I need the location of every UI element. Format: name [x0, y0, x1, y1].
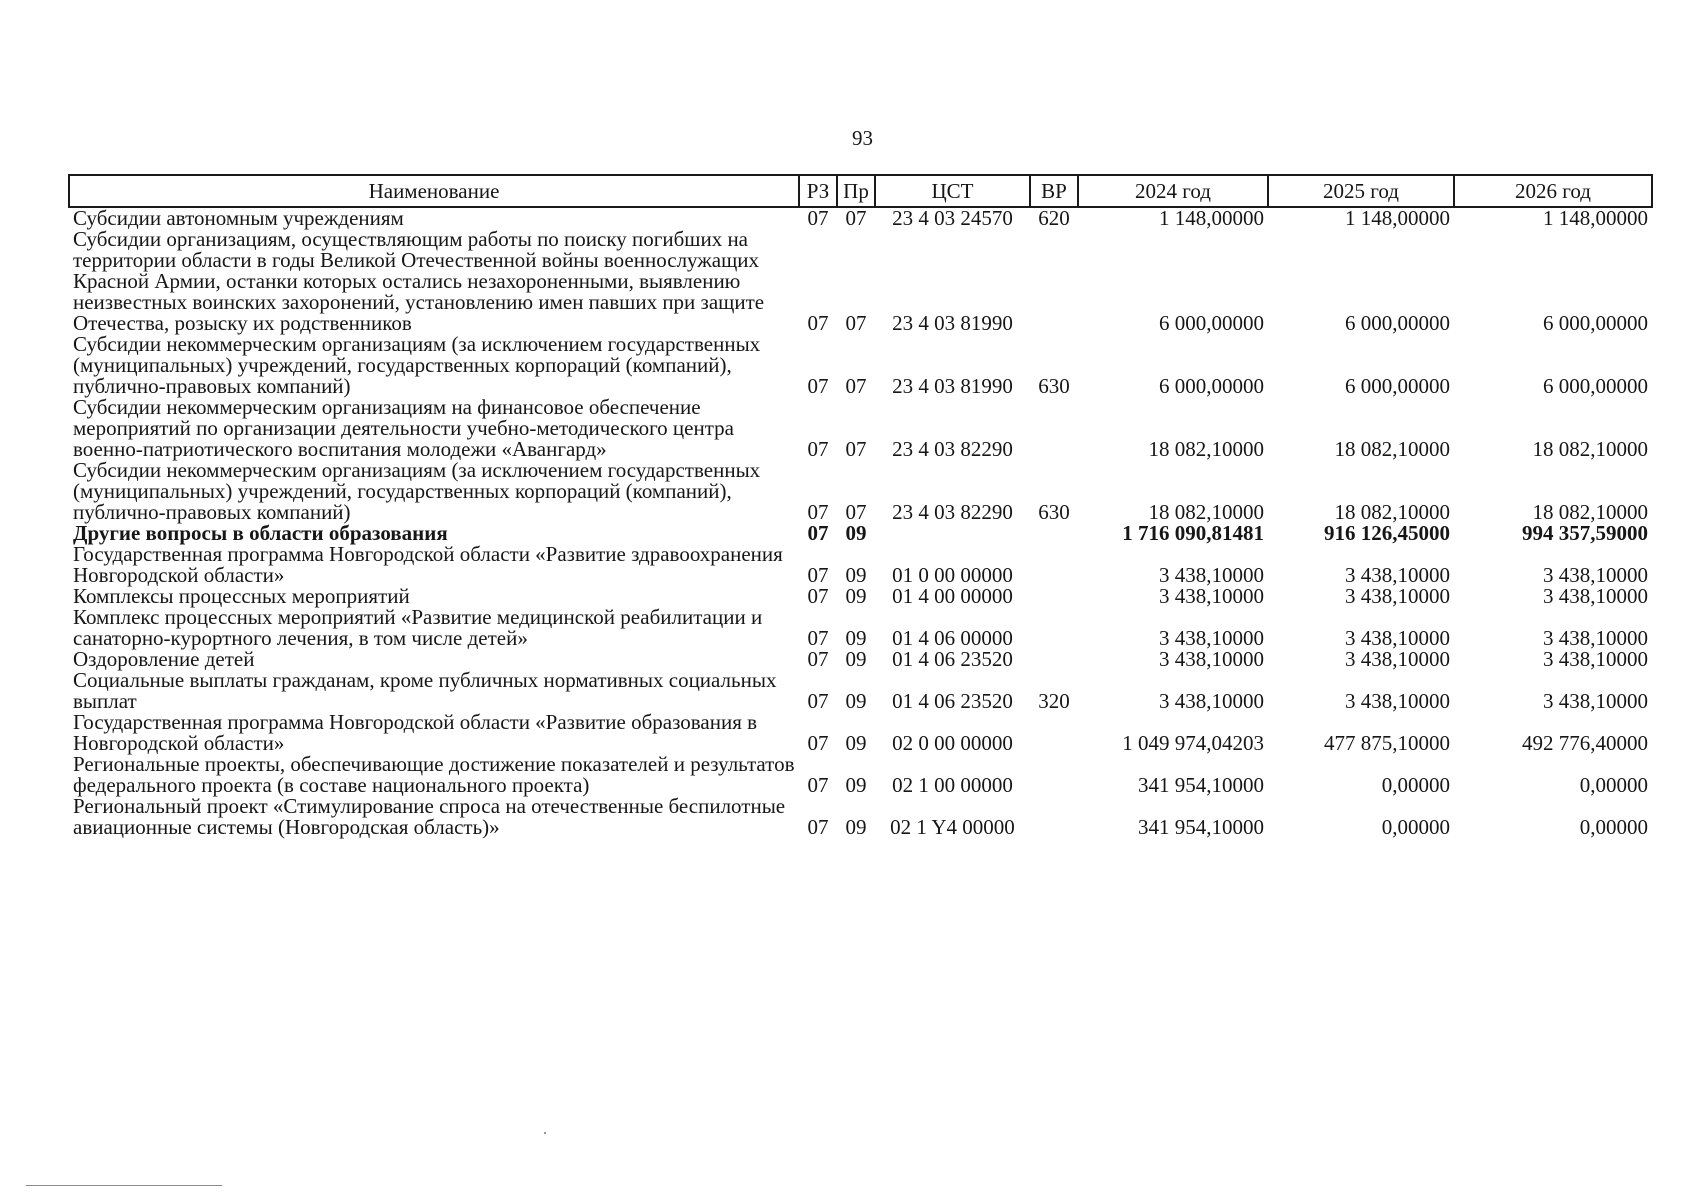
cell-cst	[875, 523, 1030, 544]
cell-name: Субсидии некоммерческим организациям (за исключением государственных (муниципальных) учреждений, государственных корпораций (компаний), публично-правовых компаний)	[73, 332, 761, 398]
cell-2026: 0,00000	[1579, 773, 1648, 797]
cell-pr: 09	[845, 584, 867, 608]
cell-name: Субсидии организациям, осуществляющим работы по поиску погибших на территории области в годы Великой Отечественной войны военнослужащих Красной Армии, останки которых остались незахороненными, выявлению неизвестных воинских захоронений, установлению имен павших при защите Отечества, розыску их родственников	[73, 227, 765, 335]
cell-name: Государственная программа Новгородской области «Развитие здравоохранения Новгородской области»	[73, 542, 783, 587]
page-number: 93	[852, 126, 873, 150]
cell-name: Субсидии некоммерческим организациям на финансовое обеспечение мероприятий по организации деятельности учебно-методического центра военно-патриотического воспитания молодежи «Авангард»	[73, 395, 734, 461]
cell-2024: 6 000,00000	[1159, 311, 1264, 335]
cell-pr: 09	[845, 773, 867, 797]
cell-name: Государственная программа Новгородской области «Развитие образования в Новгородской области»	[73, 710, 758, 755]
cell-pr: 07	[845, 311, 867, 335]
cell-2025: 3 438,10000	[1345, 689, 1450, 713]
cell-2024: 3 438,10000	[1159, 626, 1264, 650]
table-row	[69, 586, 1652, 607]
cell-2026: 3 438,10000	[1543, 563, 1648, 587]
cell-vr	[1030, 607, 1078, 649]
cell-name: Региональные проекты, обеспечивающие достижение показателей и результатов федерального проекта (в составе национального проекта)	[73, 752, 795, 797]
cell-cst: 02 1 00 00000	[892, 773, 1013, 797]
cell-cst: 23 4 03 24570	[892, 206, 1013, 230]
table-row	[69, 397, 1652, 460]
cell-2024: 341 954,10000	[1138, 773, 1264, 797]
cell-rz: 07	[807, 689, 829, 713]
budget-table	[68, 174, 1653, 838]
cell-pr: 07	[845, 374, 867, 398]
cell-2025: 0,00000	[1381, 815, 1450, 839]
cell-name: Комплексы процессных мероприятий	[73, 584, 410, 608]
cell-pr: 09	[845, 647, 867, 671]
cell-rz: 07	[807, 500, 829, 524]
cell-cst: 23 4 03 81990	[892, 311, 1013, 335]
cell-2026: 492 776,40000	[1522, 731, 1648, 755]
cell-name: Субсидии некоммерческим организациям (за исключением государственных (муниципальных) учреждений, государственных корпораций (компаний), публично-правовых компаний)	[73, 458, 761, 524]
table-row	[69, 754, 1652, 796]
header-cst: ЦСТ	[875, 175, 1030, 207]
cell-name: Другие вопросы в области образования	[73, 521, 448, 545]
table-row	[69, 229, 1652, 334]
cell-2024: 1 716 090,81481	[1122, 521, 1264, 545]
cell-name: Комплекс процессных мероприятий «Развитие медицинской реабилитации и санаторно-курортного лечения, в том числе детей»	[73, 605, 763, 650]
cell-cst: 23 4 03 81990	[892, 374, 1013, 398]
cell-2025: 3 438,10000	[1345, 647, 1450, 671]
table-header-row	[69, 175, 1652, 207]
cell-2026: 18 082,10000	[1532, 437, 1648, 461]
cell-name: Субсидии автономным учреждениям	[73, 206, 404, 230]
cell-rz: 07	[807, 521, 829, 545]
cell-name: Оздоровление детей	[73, 647, 255, 671]
cell-2025: 0,00000	[1381, 773, 1450, 797]
cell-pr: 09	[845, 815, 867, 839]
cell-pr: 09	[845, 563, 867, 587]
cell-cst: 23 4 03 82290	[892, 437, 1013, 461]
cell-vr	[1030, 754, 1078, 796]
table-row	[69, 544, 1652, 586]
cell-2026: 6 000,00000	[1543, 311, 1648, 335]
cell-2025: 3 438,10000	[1345, 584, 1450, 608]
cell-2026: 3 438,10000	[1543, 689, 1648, 713]
cell-2026: 1 148,00000	[1543, 206, 1648, 230]
table-row	[69, 796, 1652, 838]
cell-2024: 6 000,00000	[1159, 374, 1264, 398]
cell-pr: 07	[845, 500, 867, 524]
table-row	[69, 670, 1652, 712]
cell-rz: 07	[807, 311, 829, 335]
scan-line	[26, 1185, 222, 1186]
cell-2024: 3 438,10000	[1159, 689, 1264, 713]
table-row	[69, 523, 1652, 544]
cell-rz: 07	[807, 626, 829, 650]
cell-cst: 01 4 06 23520	[892, 647, 1013, 671]
table-row	[69, 712, 1652, 754]
cell-2025: 477 875,10000	[1324, 731, 1450, 755]
cell-2026: 3 438,10000	[1543, 626, 1648, 650]
cell-pr: 07	[845, 437, 867, 461]
cell-rz: 07	[807, 773, 829, 797]
cell-pr: 09	[845, 626, 867, 650]
cell-2025: 18 082,10000	[1334, 437, 1450, 461]
cell-2025: 3 438,10000	[1345, 563, 1450, 587]
cell-cst: 01 0 00 00000	[892, 563, 1013, 587]
cell-name: Социальные выплаты гражданам, кроме публичных нормативных социальных выплат	[73, 668, 777, 713]
cell-rz: 07	[807, 374, 829, 398]
cell-vr: 630	[1038, 500, 1070, 524]
cell-vr: 620	[1038, 206, 1070, 230]
cell-2025: 6 000,00000	[1345, 311, 1450, 335]
cell-cst: 23 4 03 82290	[892, 500, 1013, 524]
cell-2024: 3 438,10000	[1159, 584, 1264, 608]
cell-vr	[1030, 523, 1078, 544]
cell-vr	[1030, 544, 1078, 586]
cell-pr: 09	[845, 689, 867, 713]
cell-vr: 320	[1038, 689, 1070, 713]
cell-2025: 3 438,10000	[1345, 626, 1450, 650]
cell-rz: 07	[807, 647, 829, 671]
cell-vr	[1030, 229, 1078, 334]
cell-2025: 916 126,45000	[1324, 521, 1450, 545]
cell-2026: 0,00000	[1579, 815, 1648, 839]
cell-2025: 18 082,10000	[1334, 500, 1450, 524]
cell-vr	[1030, 586, 1078, 607]
cell-pr: 09	[845, 521, 867, 545]
cell-pr: 09	[845, 731, 867, 755]
cell-rz: 07	[807, 437, 829, 461]
cell-pr: 07	[845, 206, 867, 230]
cell-vr	[1030, 649, 1078, 670]
header-name: Наименование	[69, 175, 799, 207]
cell-rz: 07	[807, 206, 829, 230]
cell-2024: 3 438,10000	[1159, 563, 1264, 587]
table-row	[69, 607, 1652, 649]
cell-vr	[1030, 712, 1078, 754]
cell-2024: 1 148,00000	[1159, 206, 1264, 230]
cell-rz: 07	[807, 815, 829, 839]
cell-rz: 07	[807, 731, 829, 755]
cell-cst: 01 4 00 00000	[892, 584, 1013, 608]
cell-2024: 18 082,10000	[1148, 437, 1264, 461]
table-row	[69, 334, 1652, 397]
cell-2026: 18 082,10000	[1532, 500, 1648, 524]
header-vr: ВР	[1030, 175, 1078, 207]
header-rz: РЗ	[799, 175, 837, 207]
scan-speck	[544, 1132, 546, 1134]
table-row	[69, 649, 1652, 670]
cell-2025: 1 148,00000	[1345, 206, 1450, 230]
header-2024: 2024 год	[1078, 175, 1268, 207]
cell-2024: 1 049 974,04203	[1122, 731, 1264, 755]
cell-2026: 3 438,10000	[1543, 584, 1648, 608]
table-body	[69, 207, 1652, 838]
table-row	[69, 460, 1652, 523]
cell-cst: 02 1 Y4 00000	[890, 815, 1015, 839]
cell-vr	[1030, 796, 1078, 838]
cell-2024: 3 438,10000	[1159, 647, 1264, 671]
cell-cst: 01 4 06 00000	[892, 626, 1013, 650]
cell-2026: 3 438,10000	[1543, 647, 1648, 671]
cell-2024: 341 954,10000	[1138, 815, 1264, 839]
header-2026: 2026 год	[1454, 175, 1652, 207]
cell-rz: 07	[807, 584, 829, 608]
cell-2024: 18 082,10000	[1148, 500, 1264, 524]
cell-vr	[1030, 397, 1078, 460]
header-2025: 2025 год	[1268, 175, 1454, 207]
header-pr: Пр	[837, 175, 875, 207]
cell-2026: 6 000,00000	[1543, 374, 1648, 398]
table-row	[69, 207, 1652, 229]
cell-cst: 02 0 00 00000	[892, 731, 1013, 755]
cell-vr: 630	[1038, 374, 1070, 398]
cell-rz: 07	[807, 563, 829, 587]
cell-cst: 01 4 06 23520	[892, 689, 1013, 713]
cell-2025: 6 000,00000	[1345, 374, 1450, 398]
cell-name: Региональный проект «Стимулирование спроса на отечественные беспилотные авиационные системы (Новгородская область)»	[73, 794, 786, 839]
cell-2026: 994 357,59000	[1522, 521, 1648, 545]
